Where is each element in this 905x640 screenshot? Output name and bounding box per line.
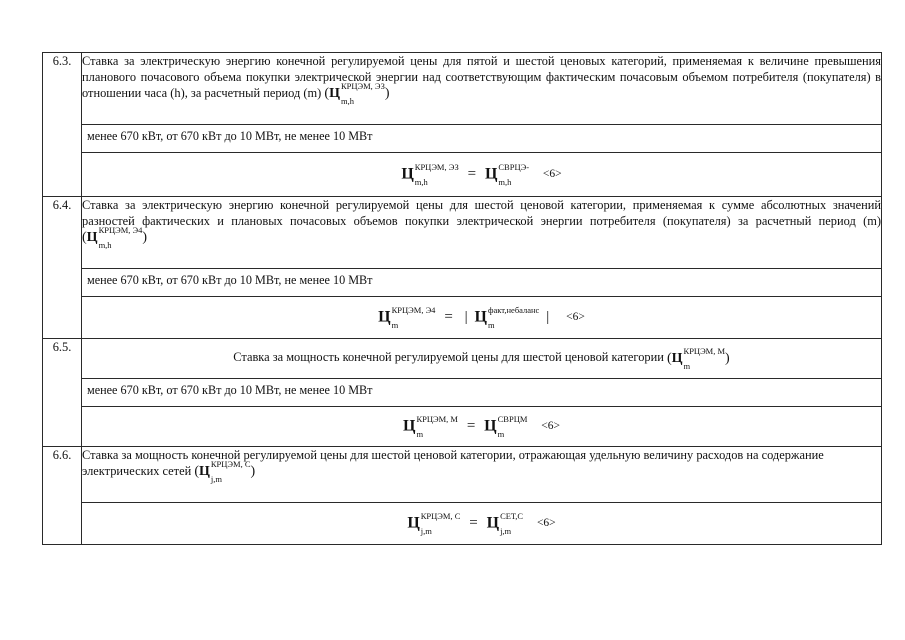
table-row [43, 297, 882, 339]
row-title-text: Ставка за электрическую энергию конечной регулируемой цены для пятой и шестой ценовых категорий, применяемая к величине превышения планового почасового объема покупки электрической энергии над соответствующим фактическим почасовым объемом потребителя (покупателя) в отношении часа (h), за расчетный период (m) [82, 54, 881, 101]
formula-rhs: Ц факт,небаланс m [474, 304, 540, 330]
table-row [43, 503, 882, 545]
row-number: 6.4. [43, 197, 82, 339]
table-row [43, 125, 882, 153]
capacity-range: менее 670 кВт, от 670 кВт до 10 МВт, не менее 10 МВт [82, 125, 882, 153]
row-number: 6.5. [43, 339, 82, 447]
title-symbol: (Ц КРЦЭМ, Э4 m,h ) [82, 225, 148, 251]
row-title [82, 447, 882, 503]
formula-lhs: Ц КРЦЭМ, С j,m [407, 510, 461, 536]
row-title [82, 53, 882, 125]
equals-sign: = [469, 515, 478, 532]
row-number: 6.6. [43, 447, 82, 545]
table-row [43, 447, 882, 503]
capacity-range: менее 670 кВт, от 670 кВт до 10 МВт, не менее 10 МВт [82, 379, 882, 407]
formula-lhs: Ц КРЦЭМ, М m [402, 413, 458, 439]
table-row [43, 53, 882, 125]
abs-bar-left: | [464, 309, 468, 326]
footnote-ref: <6> [566, 311, 585, 324]
table-row [43, 379, 882, 407]
title-symbol: (Ц КРЦЭМ, ЭЗ m,h ) [324, 81, 390, 107]
formula-rhs: Ц СВРЦЭ- m,h [484, 161, 530, 187]
title-symbol: (Ц КРЦЭМ, М m ) [666, 345, 730, 371]
equals-sign: = [444, 309, 453, 326]
formula-cell [82, 407, 882, 447]
formula-rhs: Ц СВРЦМ m [484, 413, 528, 439]
footnote-ref: <6> [542, 168, 562, 181]
equals-sign: = [466, 418, 476, 435]
equals-sign: = [467, 166, 477, 183]
formula-lhs: Ц КРЦЭМ, Э4 m [378, 304, 436, 330]
row-title-text: Ставка за мощность конечной регулируемой цены для шестой ценовой категории [233, 350, 664, 365]
tariff-table [42, 52, 882, 545]
row-title-text: Ставка за мощность конечной регулируемой цены для шестой ценовой категории, отражающая удельную величину расходов на содержание электрических сетей [82, 448, 824, 479]
row-title [82, 339, 882, 379]
title-symbol: (Ц КРЦЭМ, С j,m ) [194, 459, 256, 485]
table-row [43, 339, 882, 379]
formula-cell [82, 297, 882, 339]
row-number: 6.3. [43, 53, 82, 197]
table-row [43, 153, 882, 197]
formula-cell [82, 153, 882, 197]
row-title [82, 197, 882, 269]
formula-rhs: Ц СЕТ,С j,m [486, 510, 524, 536]
capacity-range: менее 670 кВт, от 670 кВт до 10 МВт, не менее 10 МВт [82, 269, 882, 297]
abs-bar-right: | [546, 309, 550, 326]
formula-cell [82, 503, 882, 545]
formula-lhs: Ц КРЦЭМ, ЭЗ m,h [401, 161, 459, 187]
row-title-text: Ставка за электрическую энергию конечной регулируемой цены для шестой ценовой категории, применяемая к сумме абсолютных значений разностей фактических и плановых почасовых объемов покупки электрической энергии потребителя (покупателя) за расчетный период (m) [82, 198, 881, 229]
table-row [43, 197, 882, 269]
table-row [43, 269, 882, 297]
table-row [43, 407, 882, 447]
footnote-ref: <6> [541, 420, 560, 433]
footnote-ref: <6> [536, 517, 556, 530]
